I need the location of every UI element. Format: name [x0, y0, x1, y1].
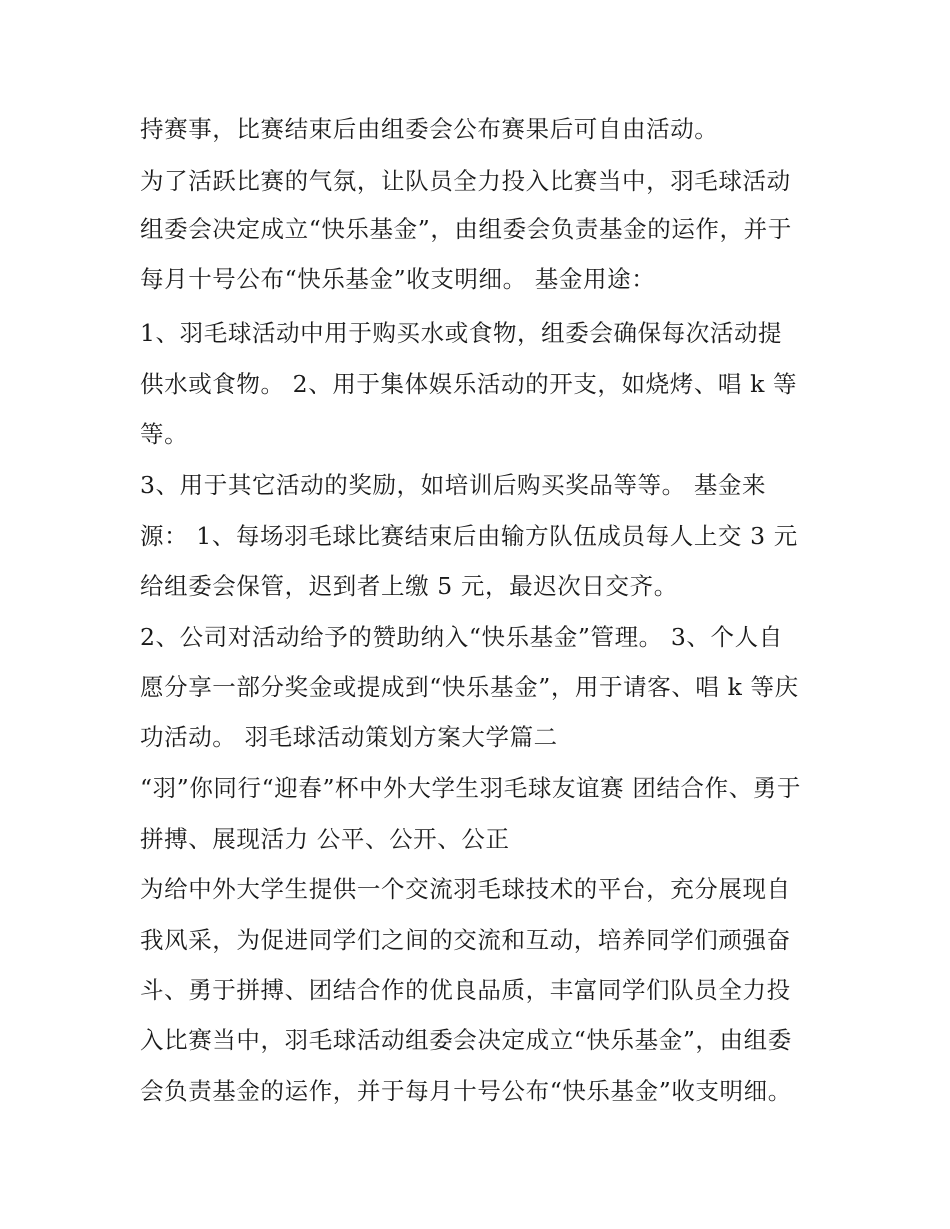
text-line: 为给中外大学生提供一个交流羽毛球技术的平台，充分展现自: [140, 875, 791, 903]
text-line: 源： 1、每场羽毛球比赛结束后由输方队伍成员每人上交 3 元: [140, 522, 798, 550]
text-line: 给组委会保管，迟到者上缴 5 元，最迟次日交齐。: [140, 572, 678, 600]
text-line: 拼搏、展现活力 公平、公开、公正: [140, 825, 510, 853]
text-line: 3、用于其它活动的奖励，如培训后购买奖品等等。 基金来: [140, 471, 767, 499]
text-line: 供水或食物。 2、用于集体娱乐活动的开支，如烧烤、唱 k 等: [140, 370, 798, 398]
text-line: 入比赛当中，羽毛球活动组委会决定成立“快乐基金”，由组委: [140, 1026, 792, 1054]
text-line: 会负责基金的运作，并于每月十号公布“快乐基金”收支明细。: [140, 1077, 792, 1105]
text-line: 愿分享一部分奖金或提成到“快乐基金”，用于请客、唱 k 等庆: [140, 673, 799, 701]
text-line: 每月十号公布“快乐基金”收支明细。 基金用途：: [140, 265, 656, 293]
text-line: 等。: [140, 420, 189, 448]
text-line: 组委会决定成立“快乐基金”，由组委会负责基金的运作，并于: [140, 215, 792, 243]
text-line: 持赛事，比赛结束后由组委会公布赛果后可自由活动。: [140, 115, 719, 143]
text-line: 2、公司对活动给予的赞助纳入“快乐基金”管理。 3、个人自: [140, 623, 783, 651]
text-line: “羽”你同行“迎春”杯中外大学生羽毛球友谊赛 团结合作、勇于: [140, 774, 802, 802]
text-line: 1、羽毛球活动中用于购买水或食物，组委会确保每次活动提: [140, 319, 783, 347]
text-line: 斗、勇于拼搏、团结合作的优良品质，丰富同学们队员全力投: [140, 976, 791, 1004]
text-line: 我风采，为促进同学们之间的交流和互动，培养同学们顽强奋: [140, 926, 791, 954]
text-line: 功活动。 羽毛球活动策划方案大学篇二: [140, 723, 558, 751]
text-line: 为了活跃比赛的气氛，让队员全力投入比赛当中，羽毛球活动: [140, 167, 791, 195]
